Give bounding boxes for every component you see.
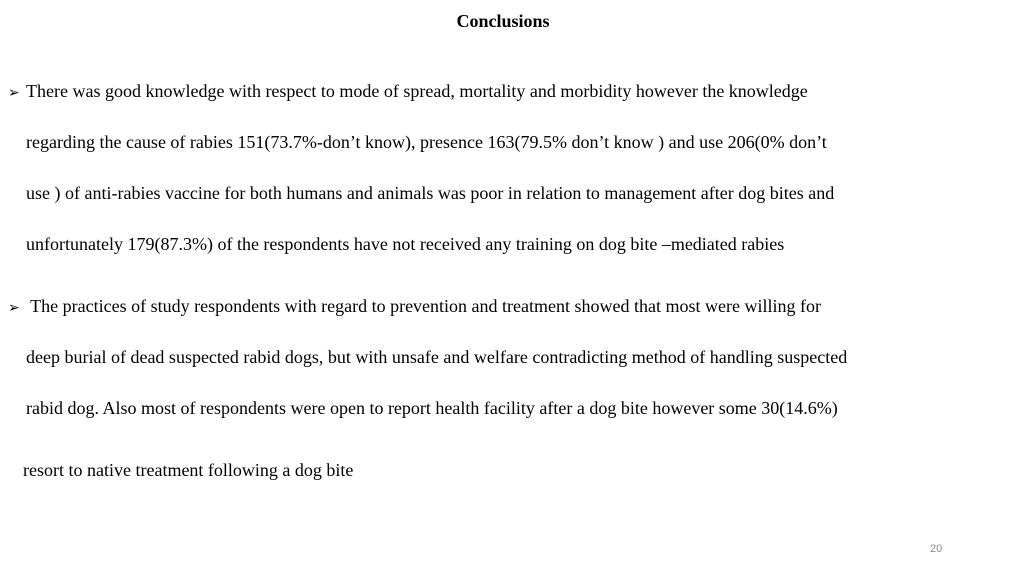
slide-title: Conclusions bbox=[456, 11, 550, 31]
bullet-2-line-1 bbox=[8, 295, 821, 319]
bullet-2-line-4: resort to native treatment following a dog bite bbox=[23, 460, 354, 480]
bullet-1-line-2: regarding the cause of rabies 151(73.7%-don’t know), presence 163(79.5% don’t know ) and use 206(0% don’t bbox=[26, 132, 827, 152]
bullet-2-text-line-1: The practices of study respondents with regard to prevention and treatment showed that most were willing for bbox=[26, 296, 821, 316]
bullet-1-line-4: unfortunately 179(87.3%) of the respondents have not received any training on dog bite –mediated rabies bbox=[26, 234, 785, 254]
arrow-bullet-icon: ➢ bbox=[8, 300, 20, 316]
bullet-1-text-line-1: There was good knowledge with respect to mode of spread, mortality and morbidity however the knowledge bbox=[26, 81, 808, 101]
arrow-bullet-icon: ➢ bbox=[8, 85, 20, 101]
bullet-1-line-1 bbox=[8, 80, 808, 104]
bullet-2-line-2: deep burial of dead suspected rabid dogs, but with unsafe and welfare contradicting method of handling suspected bbox=[26, 347, 848, 367]
page-number: 20 bbox=[930, 543, 943, 555]
bullet-2-line-3: rabid dog. Also most of respondents were open to report health facility after a dog bite however some 30(14.6%) bbox=[26, 398, 838, 418]
bullet-1-line-3: use ) of anti-rabies vaccine for both humans and animals was poor in relation to management after dog bites and bbox=[26, 183, 835, 203]
